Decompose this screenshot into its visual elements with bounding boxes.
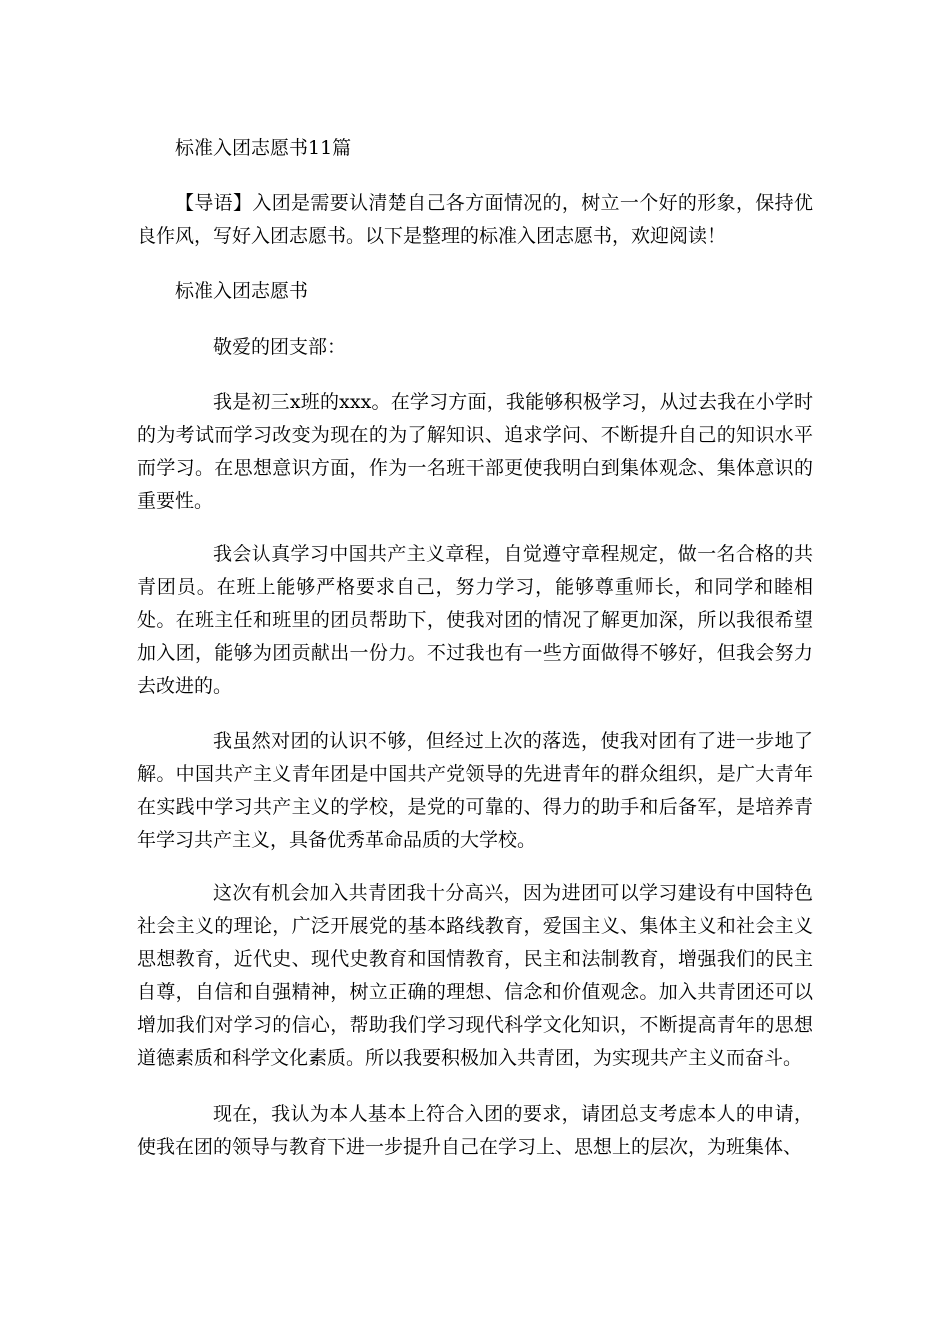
body-paragraph-2: 我会认真学习中国共产主义章程，自觉遵守章程规定，做一名合格的共青团员。在班上能够严格要求自己，努力学习，能够尊重师长，和同学和睦相处。在班主任和班里的团员帮助下，使我对团的情况了解更加深，所以我很希望加入团，能够为团贡献出一份力。不过我也有一些方面做得不够好，但我会努力去改进的。 <box>137 543 813 697</box>
salutation: 敬爱的团支部： <box>213 336 347 358</box>
intro-paragraph: 【导语】入团是需要认清楚自己各方面情况的，树立一个好的形象，保持优良作风，写好入团志愿书。以下是整理的标准入团志愿书，欢迎阅读！ <box>137 192 813 247</box>
document-title: 标准入团志愿书11篇 <box>175 137 352 159</box>
body-paragraph-4: 这次有机会加入共青团我十分高兴，因为进团可以学习建设有中国特色社会主义的理论，广泛开展党的基本路线教育，爱国主义、集体主义和社会主义思想教育，近代史、现代史教育和国情教育，民主和法制教育，增强我们的民主自尊，自信和自强精神，树立正确的理想、信念和价值观念。加入共青团还可以增加我们对学习的信心，帮助我们学习现代科学文化知识，不断提高青年的思想道德素质和科学文化素质。所以我要积极加入共青团，为实现共产主义而奋斗。 <box>137 882 813 1069</box>
body-paragraph-1: 我是初三x班的xxx。在学习方面，我能够积极学习，从过去我在小学时的为考试而学习改变为现在的为了解知识、追求学问、不断提升自己的知识水平而学习。在思想意识方面，作为一名班干部更使我明白到集体观念、集体意识的重要性。 <box>137 391 813 512</box>
body-paragraph-5: 现在，我认为本人基本上符合入团的要求，请团总支考虑本人的申请，使我在团的领导与教育下进一步提升自己在学习上、思想上的层次，为班集体、 <box>137 1103 813 1158</box>
section-title: 标准入团志愿书 <box>175 280 309 302</box>
body-paragraph-3: 我虽然对团的认识不够，但经过上次的落选，使我对团有了进一步地了解。中国共产主义青年团是中国共产党领导的先进青年的群众组织，是广大青年在实践中学习共产主义的学校，是党的可靠的、得力的助手和后备军，是培养青年学习共产主义，具备优秀革命品质的大学校。 <box>137 730 813 851</box>
